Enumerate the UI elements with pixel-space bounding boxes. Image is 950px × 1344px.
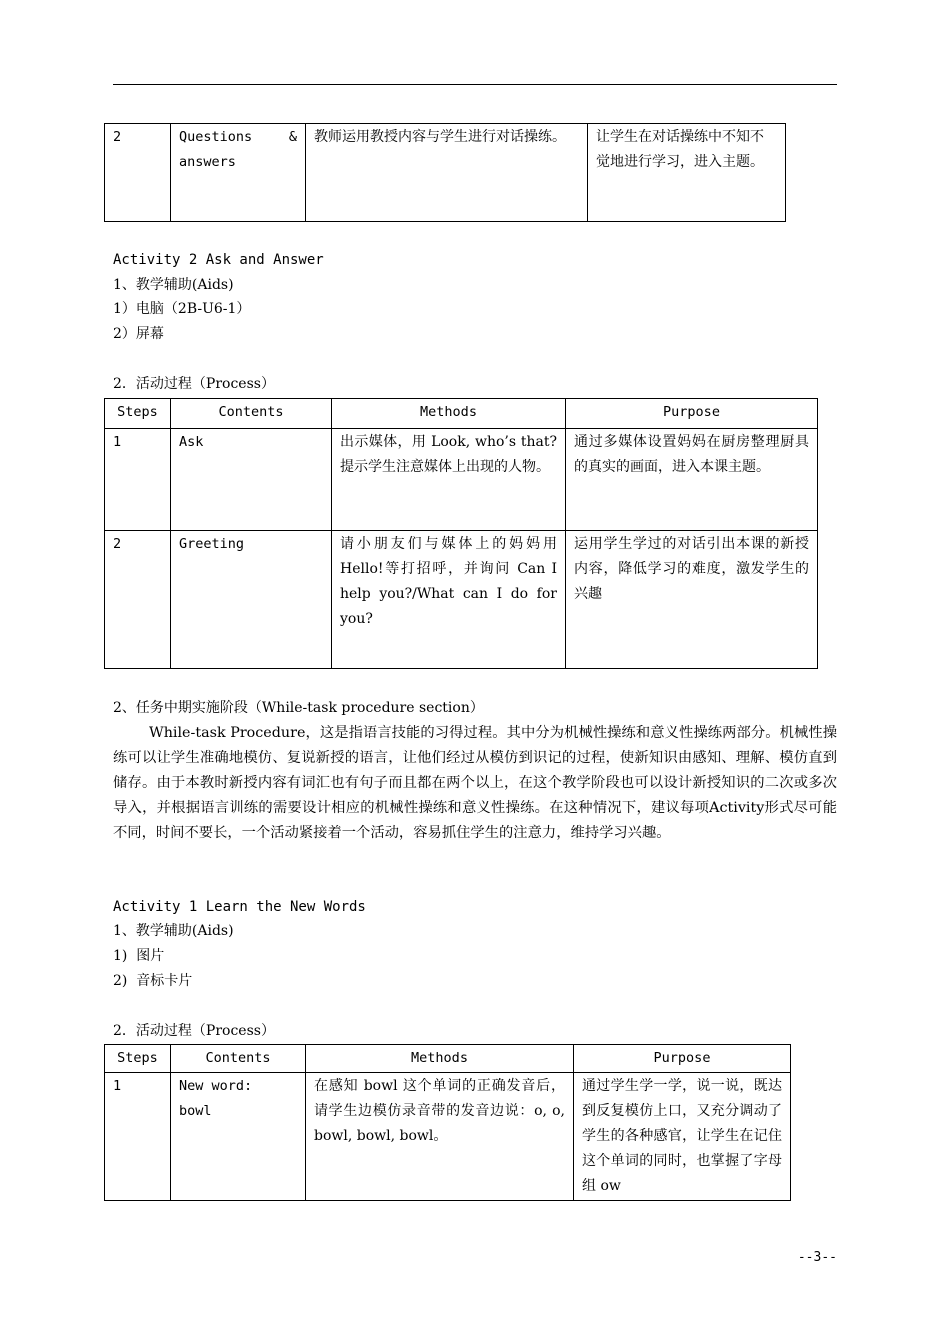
header-rule [113, 84, 837, 85]
activity2-title: Activity 2 Ask and Answer [113, 252, 324, 268]
page-number: --3-- [797, 1250, 837, 1265]
cell-step: 2 [105, 124, 171, 222]
header-methods: Methods [332, 399, 566, 429]
activity1-process-heading: 2．活动过程（Process） [113, 1023, 275, 1039]
table-continued [104, 123, 786, 222]
header-steps: Steps [105, 1045, 171, 1073]
cell-contents: Greeting [171, 531, 332, 669]
table-row [105, 429, 818, 531]
cell-methods: 请小朋友们与媒体上的妈妈用 Hello!等打招呼，并询问 Can I help you?/What can I do for you? [332, 531, 566, 669]
activity1-aid-2: 2) 音标卡片 [113, 973, 193, 989]
activity1-aids-heading: 1、教学辅助(Aids) [113, 923, 234, 939]
header-methods: Methods [306, 1045, 574, 1073]
activity2-process-table [104, 398, 818, 669]
cell-contents: New word: bowl [171, 1073, 306, 1201]
table-row [105, 531, 818, 669]
activity2-aid-2: 2）屏幕 [113, 326, 164, 342]
cell-purpose: 运用学生学过的对话引出本课的新授内容，降低学习的难度，激发学生的兴趣 [566, 531, 818, 669]
table-header-row [105, 399, 818, 429]
cell-contents: Ask [171, 429, 332, 531]
header-contents: Contents [171, 399, 332, 429]
activity1-process-table [104, 1044, 791, 1201]
cell-step: 2 [105, 531, 171, 669]
table-header-row [105, 1045, 791, 1073]
table-row [105, 1073, 791, 1201]
section2-heading: 2、任务中期实施阶段（While-task procedure section） [113, 700, 484, 716]
activity1-title: Activity 1 Learn the New Words [113, 899, 366, 915]
activity2-process-heading: 2．活动过程（Process） [113, 376, 275, 392]
activity2-aid-1: 1）电脑（2B-U6-1） [113, 301, 251, 317]
cell-purpose: 通过多媒体设置妈妈在厨房整理厨具的真实的画面，进入本课主题。 [566, 429, 818, 531]
cell-purpose: 让学生在对话操练中不知不觉地进行学习，进入主题。 [588, 124, 786, 222]
table-row [105, 124, 786, 222]
header-steps: Steps [105, 399, 171, 429]
activity2-aids-heading: 1、教学辅助(Aids) [113, 277, 234, 293]
cell-methods: 出示媒体，用 Look, who’s that?提示学生注意媒体上出现的人物。 [332, 429, 566, 531]
header-contents: Contents [171, 1045, 306, 1073]
cell-step: 1 [105, 1073, 171, 1201]
activity1-aid-1: 1) 图片 [113, 948, 165, 964]
header-purpose: Purpose [566, 399, 818, 429]
cell-purpose: 通过学生学一学，说一说，既达到反复模仿上口，又充分调动了学生的各种感官，让学生在记住这个单词的同时，也掌握了字母组 ow [574, 1073, 791, 1201]
cell-methods: 教师运用教授内容与学生进行对话操练。 [306, 124, 588, 222]
cell-step: 1 [105, 429, 171, 531]
cell-methods: 在感知 bowl 这个单词的正确发音后，请学生边模仿录音带的发音边说：o, o, bowl, bowl, bowl。 [306, 1073, 574, 1201]
header-purpose: Purpose [574, 1045, 791, 1073]
cell-contents: Questions & answers [171, 124, 306, 222]
section2-paragraph: While-task Procedure，这是指语言技能的习得过程。其中分为机械性操练和意义性操练两部分。机械性操练可以让学生准确地模仿、复说新授的语言，让他们经过从模仿到识记的过程，使新知识由感知、理解、模仿直到储存。由于本教时新授内容有词汇也有句子而且都在两个以上，在这个教学阶段也可以设计新授知识的二次或多次导入，并根据语言训练的需要设计相应的机械性操练和意义性操练。在这种情况下，建议每项Activity形式尽可能不同，时间不要长，一个活动紧接着一个活动，容易抓住学生的注意力，维持学习兴趣。 [113, 725, 837, 841]
